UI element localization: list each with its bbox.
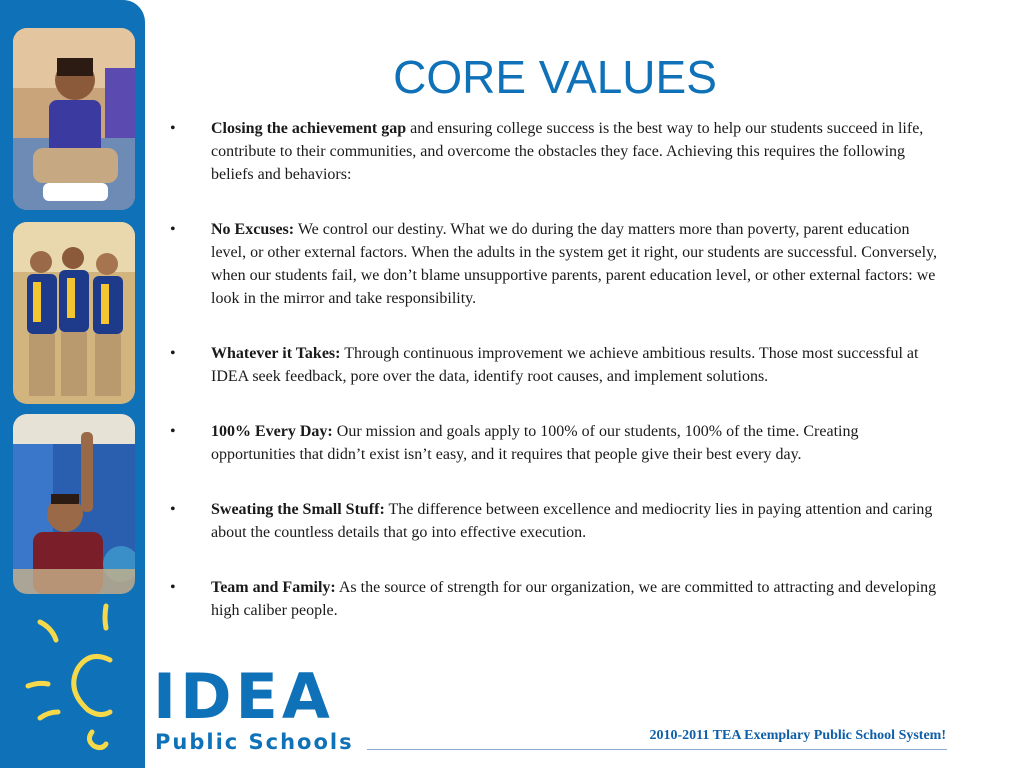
list-item [170,218,940,310]
list-item [170,576,940,622]
sun-logo-icon [18,600,128,760]
bullet-icon: • [170,120,176,137]
list-item [170,420,940,466]
list-item [170,342,940,388]
value-heading: Whatever it Takes: [211,345,341,362]
student-raising-hand-photo [13,414,135,594]
students-in-letter-jackets-photo [13,222,135,404]
value-text: As the source of strength for our organization, we are committed to attracting and developing high caliber people. [211,579,937,619]
list-item [170,498,940,544]
value-heading: No Excuses: [211,221,295,238]
value-text: and ensuring college success is the best way to help our students succeed in life, contribute to their communities, and overcome the obstacles they face. Achieving this requires the following beliefs and behaviors: [211,120,924,183]
page-title: CORE VALUES [393,51,717,103]
value-text: Our mission and goals apply to 100% of our students, 100% of the time. Creating opportunities that didn’t exist isn’t easy, and it requires that people give their best every day. [211,423,859,463]
value-heading: Team and Family: [211,579,336,596]
bullet-icon: • [170,345,176,362]
bullet-icon: • [170,501,176,518]
bullet-icon: • [170,423,176,440]
footer-tagline: 2010-2011 TEA Exemplary Public School System! [649,728,946,743]
value-text: Through continuous improvement we achieve ambitious results. Those most successful at IDEA seek feedback, pore over the data, identify root causes, and implement solutions. [211,345,919,385]
idea-public-schools-logo [153,660,354,755]
logo-idea-text: IDEA [153,660,334,733]
value-heading: Sweating the Small Stuff: [211,501,385,518]
value-text: The difference between excellence and mediocrity lies in paying attention and caring about the countless details that go into effective execution. [211,501,933,541]
student-writing-photo [13,28,135,210]
list-item [170,117,940,186]
logo-public-schools-text: Public Schools [155,730,354,754]
footer-divider [367,749,947,750]
value-heading: Closing the achievement gap [211,120,407,137]
bullet-icon: • [170,221,176,238]
core-values-list [170,117,940,654]
value-heading: 100% Every Day: [211,423,333,440]
bullet-icon: • [170,579,176,596]
value-text: We control our destiny. What we do during the day matters more than poverty, parent education level, or other external factors. When the adults in the system get it right, our students are successful. Conversely, when our students fail, we don’t blame unsupportive parents, parent education level, or other external factors: we look in the mirror and take responsibility. [211,221,938,307]
